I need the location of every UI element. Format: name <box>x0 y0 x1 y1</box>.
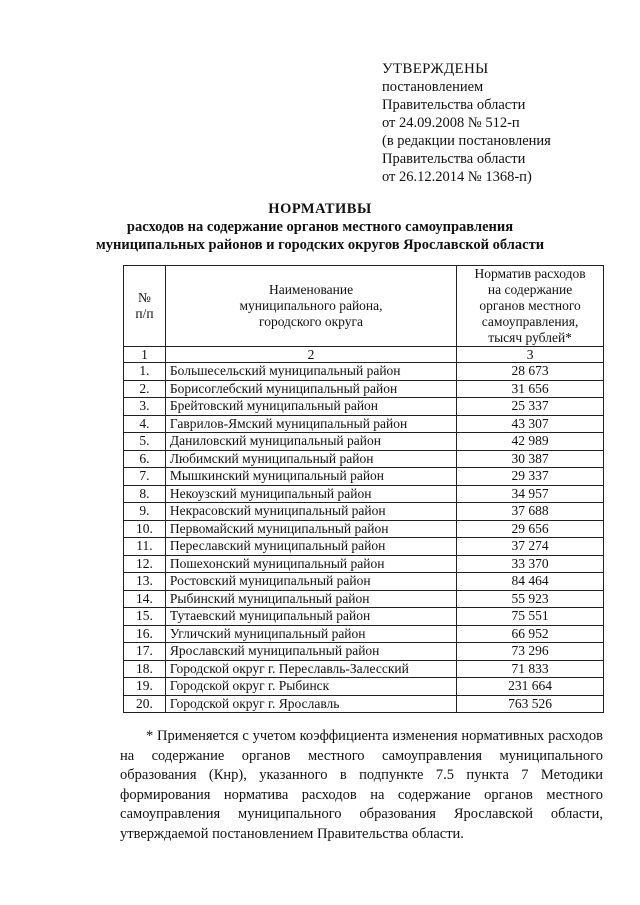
row-name: Некрасовский муниципальный район <box>165 503 456 521</box>
table-row <box>124 468 604 486</box>
row-name: Городской округ г. Ярославль <box>165 695 456 713</box>
row-value: 42 989 <box>457 433 604 451</box>
row-value: 55 923 <box>457 590 604 608</box>
table-body <box>124 363 604 713</box>
row-number: 12. <box>124 555 166 573</box>
row-name: Большесельский муниципальный район <box>165 363 456 381</box>
row-number: 14. <box>124 590 166 608</box>
row-value: 30 387 <box>457 450 604 468</box>
row-number: 20. <box>124 695 166 713</box>
approval-line: постановлением <box>382 79 484 95</box>
column-index: 3 <box>457 347 604 363</box>
table-row <box>124 643 604 661</box>
document-title <box>0 200 640 254</box>
row-name: Угличский муниципальный район <box>165 625 456 643</box>
header-value: Норматив расходов на содержание органов местного самоуправления, тысяч рублей* <box>457 266 604 347</box>
row-value: 37 274 <box>457 538 604 556</box>
row-number: 7. <box>124 468 166 486</box>
row-value: 37 688 <box>457 503 604 521</box>
title-line: расходов на содержание органов местного самоуправления <box>126 219 514 235</box>
row-name: Любимский муниципальный район <box>165 450 456 468</box>
row-value: 84 464 <box>457 573 604 591</box>
table-header-row <box>124 266 604 347</box>
title-line: НОРМАТИВЫ <box>268 201 372 217</box>
row-name: Ярославский муниципальный район <box>165 643 456 661</box>
row-number: 8. <box>124 485 166 503</box>
table-row <box>124 695 604 713</box>
row-name: Гаврилов-Ямский муниципальный район <box>165 415 456 433</box>
table-row <box>124 608 604 626</box>
table-row <box>124 363 604 381</box>
footnote-text: * Применяется с учетом коэффициента изменения нормативных расходов на содержание органов местного самоуправления муниципального образования (Кнр), указанного в подпункте 7.5 пункта 7 Методики формирования норматива расходов на содержание органов местного самоуправления муниципального образования Ярославской области, утверждаемой постановлением Правительства области. <box>120 728 603 842</box>
row-name: Борисоглебский муниципальный район <box>165 380 456 398</box>
row-value: 29 337 <box>457 468 604 486</box>
row-number: 1. <box>124 363 166 381</box>
row-name: Рыбинский муниципальный район <box>165 590 456 608</box>
table-row <box>124 503 604 521</box>
row-value: 28 673 <box>457 363 604 381</box>
row-number: 17. <box>124 643 166 661</box>
row-value: 71 833 <box>457 660 604 678</box>
row-value: 66 952 <box>457 625 604 643</box>
column-index-row <box>124 347 604 363</box>
table-row <box>124 590 604 608</box>
table-row <box>124 678 604 696</box>
header-name: Наименование муниципального района, городского округа <box>165 266 456 347</box>
table-row <box>124 415 604 433</box>
row-value: 75 551 <box>457 608 604 626</box>
row-name: Городской округ г. Рыбинск <box>165 678 456 696</box>
title-line: муниципальных районов и городских округов Ярославской области <box>95 237 545 253</box>
row-number: 13. <box>124 573 166 591</box>
row-name: Пошехонский муниципальный район <box>165 555 456 573</box>
column-index: 2 <box>165 347 456 363</box>
row-number: 15. <box>124 608 166 626</box>
approval-line: (в редакции постановления <box>382 133 551 149</box>
approval-block <box>382 60 551 186</box>
table-row <box>124 433 604 451</box>
row-value: 231 664 <box>457 678 604 696</box>
footnote <box>120 727 603 844</box>
table-row <box>124 555 604 573</box>
norms-table <box>123 265 604 713</box>
approval-line: от 26.12.2014 № 1368-п) <box>382 169 532 185</box>
row-number: 6. <box>124 450 166 468</box>
row-number: 2. <box>124 380 166 398</box>
row-number: 9. <box>124 503 166 521</box>
approval-line: Правительства области <box>382 97 526 113</box>
table-row <box>124 573 604 591</box>
table-row <box>124 485 604 503</box>
row-name: Брейтовский муниципальный район <box>165 398 456 416</box>
approval-line: Правительства области <box>382 151 526 167</box>
row-value: 34 957 <box>457 485 604 503</box>
table-row <box>124 450 604 468</box>
table-row <box>124 538 604 556</box>
approval-heading: УТВЕРЖДЕНЫ <box>382 61 489 77</box>
row-name: Ростовский муниципальный район <box>165 573 456 591</box>
row-name: Даниловский муниципальный район <box>165 433 456 451</box>
row-number: 16. <box>124 625 166 643</box>
row-name: Некоузский муниципальный район <box>165 485 456 503</box>
row-number: 3. <box>124 398 166 416</box>
row-number: 11. <box>124 538 166 556</box>
row-number: 4. <box>124 415 166 433</box>
row-value: 73 296 <box>457 643 604 661</box>
table-row <box>124 398 604 416</box>
table-row <box>124 625 604 643</box>
row-name: Мышкинский муниципальный район <box>165 468 456 486</box>
table-row <box>124 520 604 538</box>
table-row <box>124 660 604 678</box>
row-number: 19. <box>124 678 166 696</box>
row-value: 29 656 <box>457 520 604 538</box>
column-index: 1 <box>124 347 166 363</box>
approval-line: от 24.09.2008 № 512-п <box>382 115 520 131</box>
row-name: Переславский муниципальный район <box>165 538 456 556</box>
row-value: 33 370 <box>457 555 604 573</box>
row-value: 31 656 <box>457 380 604 398</box>
header-number: № п/п <box>124 266 166 347</box>
row-number: 5. <box>124 433 166 451</box>
row-value: 25 337 <box>457 398 604 416</box>
row-name: Тутаевский муниципальный район <box>165 608 456 626</box>
row-number: 10. <box>124 520 166 538</box>
row-name: Городской округ г. Переславль-Залесский <box>165 660 456 678</box>
row-value: 763 526 <box>457 695 604 713</box>
row-name: Первомайский муниципальный район <box>165 520 456 538</box>
row-number: 18. <box>124 660 166 678</box>
row-value: 43 307 <box>457 415 604 433</box>
table-row <box>124 380 604 398</box>
